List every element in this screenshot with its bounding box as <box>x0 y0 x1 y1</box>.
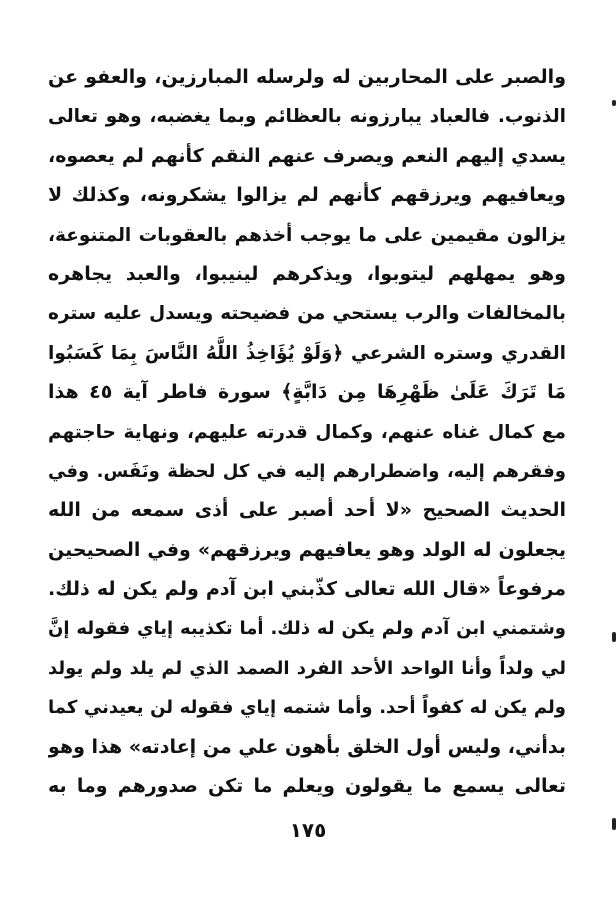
text-line: وفقرهم إليه، واضطرارهم إليه في كل لحظة ونَفَس. وفي <box>48 460 566 482</box>
scan-edge-mark <box>612 632 616 642</box>
text-line: الذنوب. فالعباد يبارزونه بالعظائم وبما يغضبه، وهو تعالى <box>48 106 566 128</box>
text-line: تعالى يسمع ما يقولون ويعلم ما تكن صدورهم وما به <box>48 775 566 798</box>
text-line: مَا تَرَكَ عَلَىٰ ظَهْرِهَا مِن دَابَّةٍ﴾ سورة فاطر آية ٤٥ هذا <box>48 381 566 404</box>
text-line: لي ولداً وأنا الواحد الأحد الفرد الصمد الذي لم يلد ولم يولد <box>48 657 566 679</box>
text-line: بدأني، وليس أول الخلق بأهون علي من إعادته» هذا وهو <box>48 735 566 758</box>
text-line: القدري وستره الشرعي ﴿وَلَوْ يُؤَاخِذُ اللَّهُ النَّاسَ بِمَا كَسَبُوا <box>48 342 566 364</box>
text-line: مرفوعاً «قال الله تعالى كذّبني ابن آدم ولم يكن له ذلك. <box>48 578 566 601</box>
text-line: وهو يمهلهم ليتوبوا، ويذكرهم لينيبوا، والعبد يجاهره <box>48 262 566 285</box>
scan-edge-mark <box>612 100 616 106</box>
text-line: يجعلون له الولد وهو يعافيهم ويرزقهم» وفي الصحيحين <box>48 538 566 561</box>
text-line: وشتمني ابن آدم ولم يكن له ذلك. أما تكذيبه إياي فقوله إنَّ <box>48 618 566 640</box>
text-line: والصبر على المحاربين له ولرسله المبارزين، والعفو عن <box>48 66 566 88</box>
text-line: يسدي إليهم النعم ويصرف عنهم النقم كأنهم لم يعصوه، <box>48 144 566 167</box>
text-line: ولم يكن له كفواً أحد. وأما شتمه إياي فقوله لن يعيدني كما <box>48 697 566 719</box>
text-line: ويعافيهم ويرزقهم كأنهم لم يزالوا يشكرونه، وكذلك لا <box>48 184 566 207</box>
page-number: ١٧٥ <box>289 818 327 842</box>
text-line: بالمخالفات والرب يستحي من فضيحته ويسدل عليه ستره <box>48 303 566 325</box>
scan-edge-mark <box>612 818 616 830</box>
text-line: يزالون مقيمين على ما يوجب أخذهم بالعقوبات المتنوعة، <box>48 224 566 246</box>
text-line: الحديث الصحيح «لا أحد أصبر على أذى سمعه من الله <box>48 499 566 522</box>
body-text <box>48 58 566 806</box>
text-line: مع كمال غناه عنهم، وكمال قدرته عليهم، ونهاية حاجتهم <box>48 421 566 443</box>
